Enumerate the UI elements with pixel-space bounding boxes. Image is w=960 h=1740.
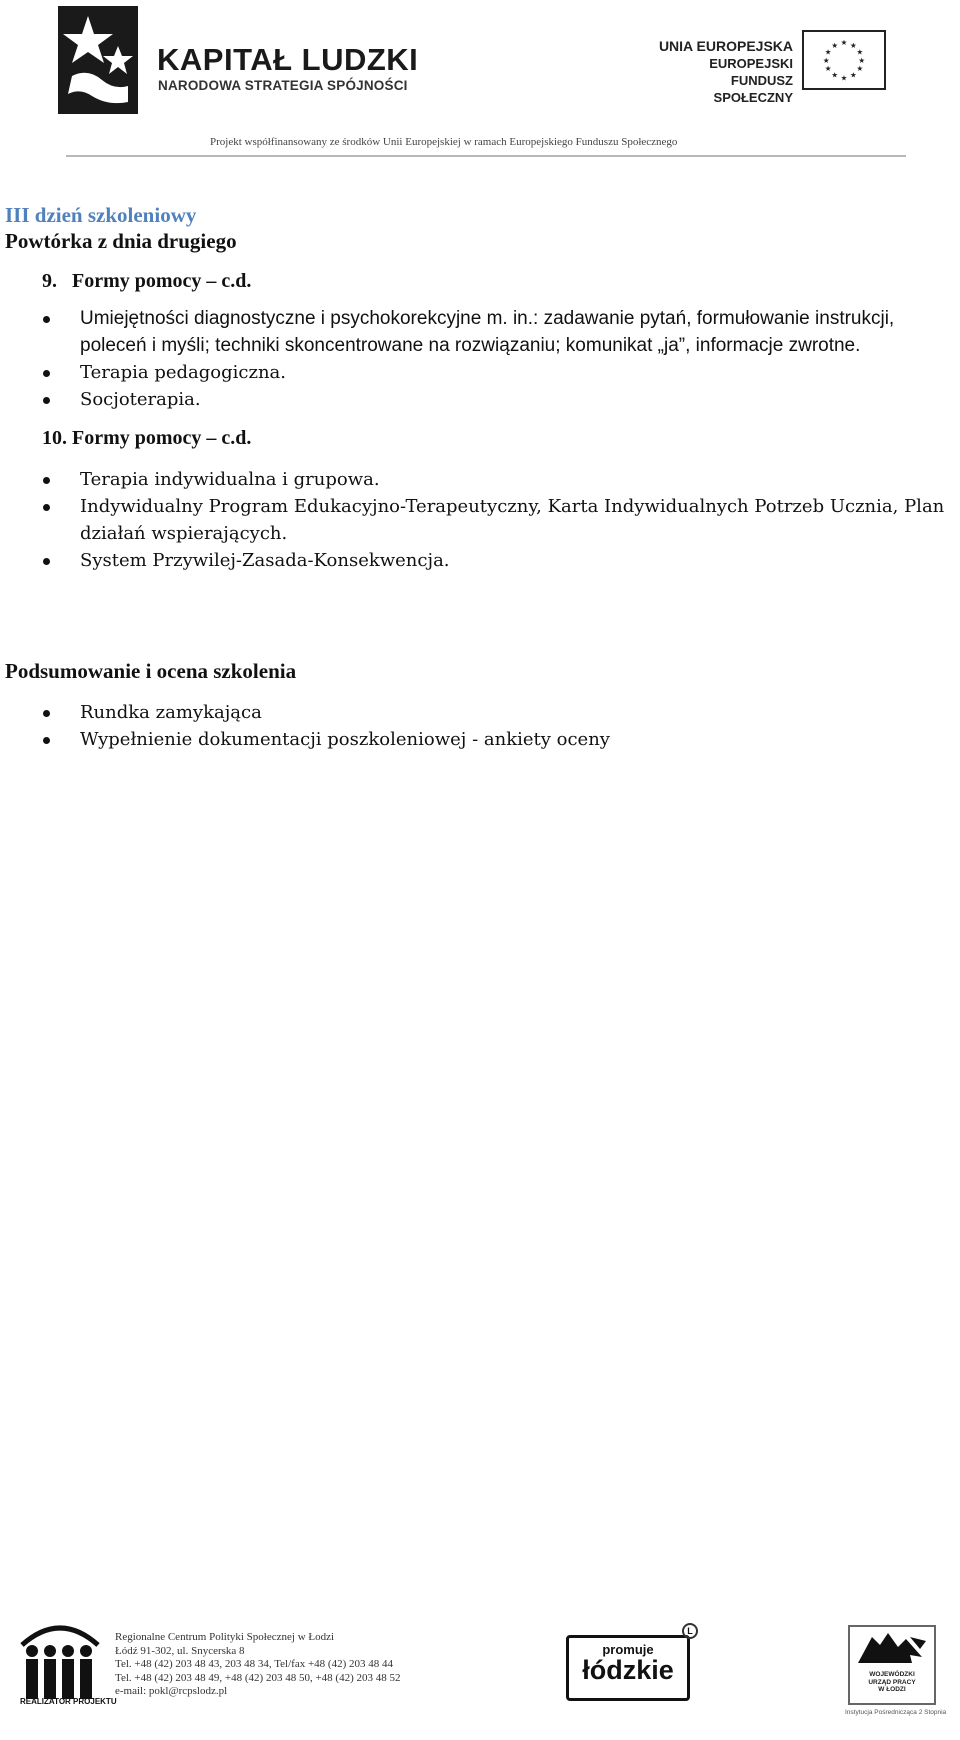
list-item	[5, 699, 950, 726]
svg-text:★: ★	[840, 73, 848, 83]
svg-text:★: ★	[831, 70, 839, 80]
kapital-ludzki-subtitle: NARODOWA STRATEGIA SPÓJNOŚCI	[158, 78, 408, 93]
kapital-ludzki-logo-icon	[58, 6, 138, 114]
list-item	[5, 547, 950, 574]
document-body	[5, 202, 950, 753]
svg-text:★: ★	[856, 47, 864, 57]
list-item-text: Umiejętności diagnostyczne i psychokorekcyjne m. in.: zadawanie pytań, formułowanie instrukcji, poleceń i myśli; techniki skoncentrowane na rozwiązaniu; komunikat „ja”, informacje zwrotne.	[80, 308, 895, 356]
day-title: III dzień szkoleniowy	[5, 203, 197, 227]
rcps-line: e-mail: pokl@rcpslodz.pl	[115, 1685, 228, 1697]
section-10-heading: 10. Formy pomocy – c.d.	[42, 427, 252, 449]
bullet-icon	[43, 558, 50, 565]
svg-text:★: ★	[856, 64, 864, 74]
people-group-icon	[18, 1617, 102, 1709]
eu-label-line3: FUNDUSZ SPOŁECZNY	[713, 73, 793, 105]
bullet-icon	[43, 370, 50, 377]
rcps-contact-block	[115, 1631, 400, 1699]
list-item	[5, 386, 950, 413]
list-item	[5, 305, 950, 359]
summary-heading: Podsumowanie i ocena szkolenia	[5, 659, 297, 683]
wup-name-line: W ŁODZI	[878, 1686, 906, 1693]
header-divider	[66, 155, 906, 157]
realizator-label: REALIZATOR PROJEKTU	[20, 1697, 117, 1706]
promuje-lodzkie-logo	[566, 1635, 690, 1701]
list-item-text: Rundka zamykająca	[80, 702, 262, 723]
wup-note: Instytucja Pośrednicząca 2 Stopnia	[845, 1709, 947, 1716]
svg-text:★: ★	[849, 70, 857, 80]
list-item-text: Indywidualny Program Edukacyjno-Terapeutyczny, Karta Indywidualnych Potrzeb Ucznia, Plan działań wspierających.	[80, 496, 945, 544]
list-item	[5, 466, 950, 493]
cofinancing-note: Projekt współfinansowany ze środków Unii Europejskiej w ramach Europejskiego Funduszu Społecznego	[210, 136, 678, 148]
bullet-icon	[43, 737, 50, 744]
eu-label-line1: UNIA EUROPEJSKA	[658, 38, 793, 54]
eu-fund-label	[648, 38, 793, 106]
svg-text:★: ★	[824, 64, 832, 74]
bullet-icon	[43, 397, 50, 404]
svg-text:★: ★	[822, 55, 830, 65]
rcps-line: Tel. +48 (42) 203 48 49, +48 (42) 203 48 50, +48 (42) 203 48 52	[115, 1671, 401, 1684]
wup-name-line: URZĄD PRACY	[868, 1678, 916, 1686]
svg-text:★: ★	[849, 40, 857, 50]
promuje-text: promuje	[602, 1642, 654, 1657]
day-subtitle: Powtórka z dnia drugiego	[5, 229, 237, 253]
wup-lodz-logo	[848, 1625, 936, 1705]
rcps-line: Łódź 91-302, ul. Snycerska 8	[115, 1644, 245, 1657]
eu-label-line2: EUROPEJSKI	[709, 56, 793, 71]
page-footer	[0, 1595, 960, 1740]
list-item	[5, 493, 950, 547]
section-9-heading: 9. Formy pomocy – c.d.	[42, 270, 252, 292]
list-item	[5, 726, 950, 753]
svg-text:★: ★	[824, 47, 832, 57]
svg-text:★: ★	[831, 40, 839, 50]
list-item-text: System Przywilej-Zasada-Konsekwencja.	[80, 550, 450, 571]
list-item-text: Terapia pedagogiczna.	[80, 362, 287, 383]
copyright-icon: L	[682, 1623, 698, 1639]
eu-flag-icon	[802, 30, 886, 90]
list-item-text: Socjoterapia.	[80, 389, 201, 410]
rcps-line: Regionalne Centrum Polityki Społecznej w Łodzi	[115, 1631, 335, 1643]
list-item-text: Wypełnienie dokumentacji poszkoleniowej - ankiety oceny	[80, 729, 610, 750]
rcps-line: Tel. +48 (42) 203 48 43, 203 48 34, Tel/fax +48 (42) 203 48 44	[115, 1658, 393, 1670]
list-item	[5, 359, 950, 386]
svg-text:★: ★	[840, 38, 848, 48]
page-header	[0, 0, 960, 160]
bullet-icon	[43, 477, 50, 484]
bullet-icon	[43, 504, 50, 511]
list-item-text: Terapia indywidualna i grupowa.	[80, 469, 380, 490]
wup-name	[850, 1671, 934, 1694]
wup-arrows-icon	[850, 1627, 934, 1669]
lodzkie-text: łódzkie	[582, 1655, 674, 1685]
bullet-icon	[43, 316, 50, 323]
bullet-icon	[43, 710, 50, 717]
svg-text:★: ★	[858, 55, 866, 65]
wup-name-line: WOJEWÓDZKI	[869, 1671, 915, 1678]
kapital-ludzki-title: KAPITAŁ LUDZKI	[157, 42, 419, 77]
